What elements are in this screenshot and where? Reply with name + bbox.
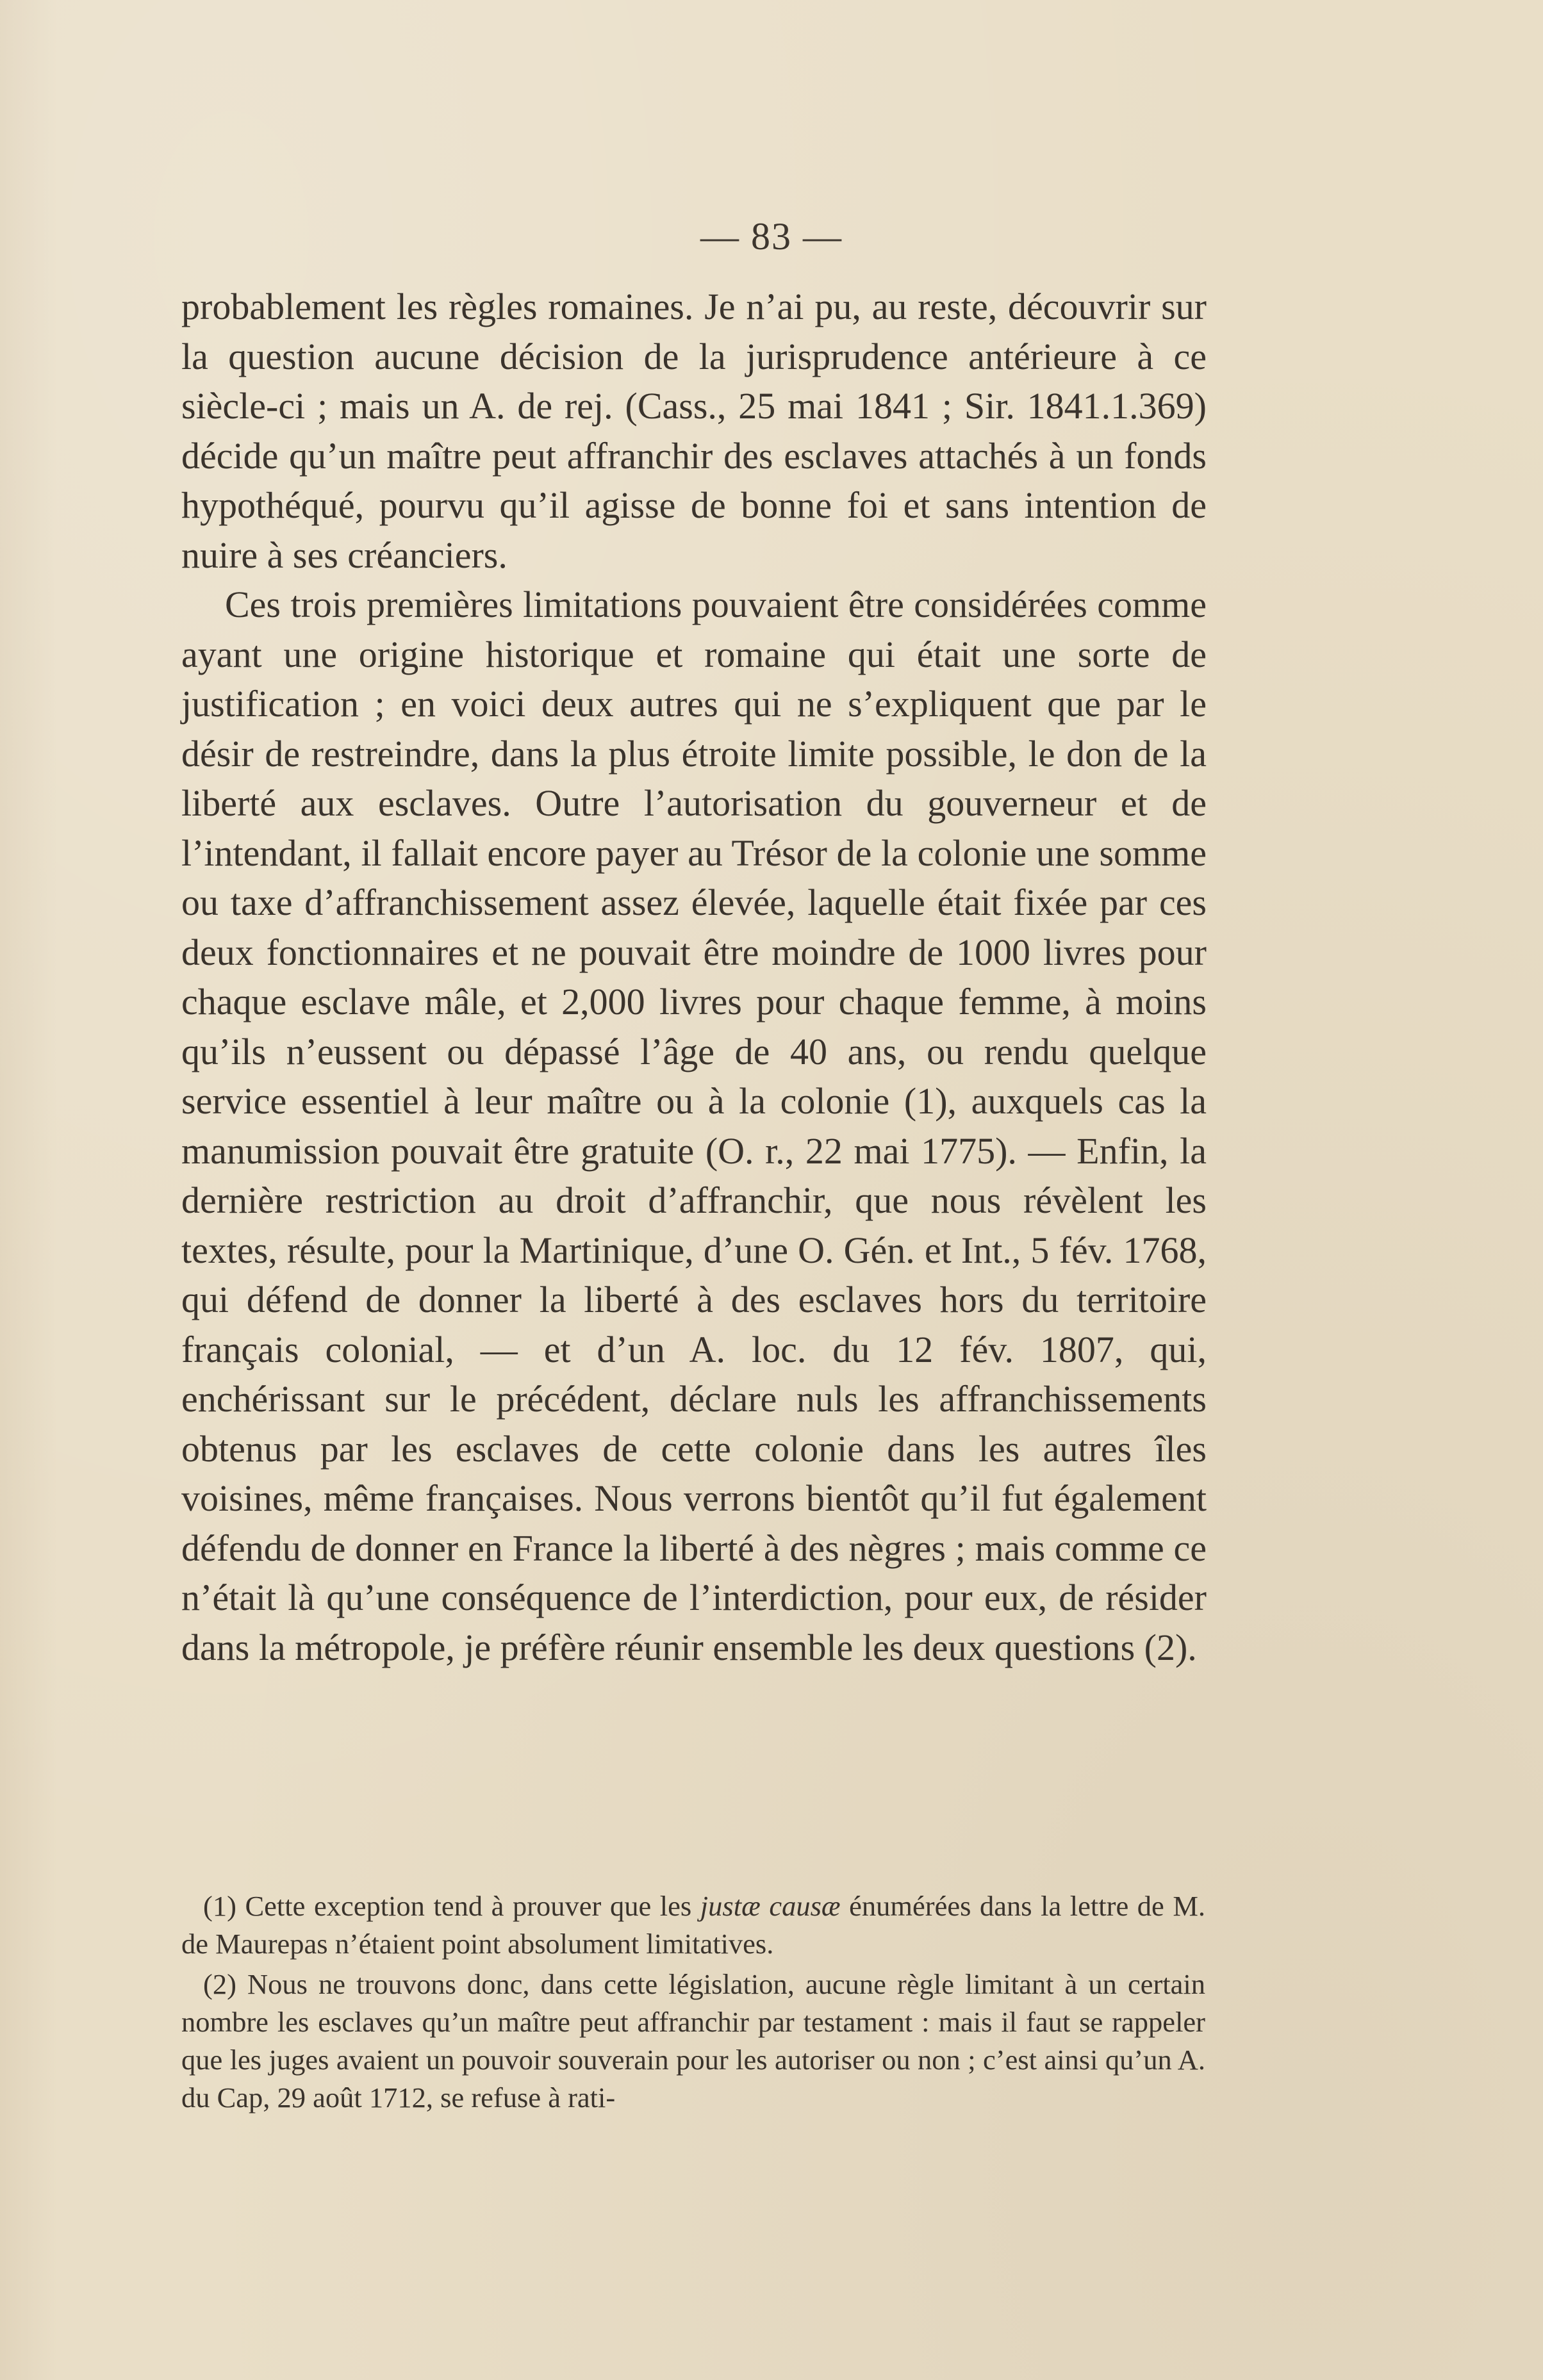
footnote-1-text-after: énumérées dans la lettre de M. de Maurepas n’étaient point absolument limitatives.: [181, 1890, 1206, 1960]
footnote-1: [181, 1887, 1205, 1963]
paragraph-1: probablement les règles romaines. Je n’ai pu, au reste, découvrir sur la question aucune décision de la jurisprudence antérieure à ce siècle-ci ; mais un A. de rej. (Cass., 25 mai 1841 ; Sir. 1841.1.369) décide qu’un maître peut affranchir des esclaves attachés à un fonds hypothéqué, pourvu qu’il agisse de bonne foi et sans intention de nuire à ses créanciers.: [181, 286, 1207, 576]
footnote-2-text: Nous ne trouvons donc, dans cette législation, aucune règle limitant à un certain nombre les esclaves qu’un maître peut affranchir par testament : mais il faut se rappeler que les juges avaient un pouvoir souverain pour les autoriser ou non ; c’est ainsi qu’un A. du Cap, 29 août 1712, se refuse à rati-: [181, 1968, 1206, 2113]
footnotes: [181, 1887, 1205, 2117]
footnote-1-italic: justæ causæ: [700, 1890, 841, 1922]
footnote-2: [181, 1966, 1205, 2117]
footnote-1-marker: (1): [203, 1890, 236, 1922]
paragraph-2: Ces trois premières limitations pouvaient être considérées comme ayant une origine historique et romaine qui était une sorte de justification ; en voici deux autres qui ne s’expliquent que par le désir de restreindre, dans la plus étroite limite possible, le don de la liberté aux esclaves. Outre l’autorisation du gouverneur et de l’intendant, il fallait encore payer au Trésor de la colonie une somme ou taxe d’affranchissement assez élevée, laquelle était fixée par ces deux fonctionnaires et ne pouvait être moindre de 1000 livres pour chaque esclave mâle, et 2,000 livres pour chaque femme, à moins qu’ils n’eussent ou dépassé l’âge de 40 ans, ou rendu quelque service essentiel à leur maître ou à la colonie (1), auxquels cas la manumission pouvait être gratuite (O. r., 22 mai 1775). — Enfin, la dernière restriction au droit d’affranchir, que nous révèlent les textes, résulte, pour la Martinique, d’une O. Gén. et Int., 5 fév. 1768, qui défend de donner la liberté à des esclaves hors du territoire français colonial, — et d’un A. loc. du 12 fév. 1807, qui, enchérissant sur le précédent, déclare nuls les affranchissements obtenus par les esclaves de cette colonie dans les autres îles voisines, même françaises. Nous verrons bientôt qu’il fut également défendu de donner en France la liberté à des nègres ; mais comme ce n’était là qu’une conséquence de l’interdiction, pour eux, de résider dans la métropole, je préfère réunir ensemble les deux questions (2).: [181, 584, 1207, 1668]
footnote-1-text-before: Cette exception tend à prouver que les: [245, 1890, 692, 1922]
main-text: [181, 282, 1207, 1672]
page-number: — 83 —: [700, 215, 843, 258]
footnote-2-marker: (2): [203, 1968, 236, 2000]
